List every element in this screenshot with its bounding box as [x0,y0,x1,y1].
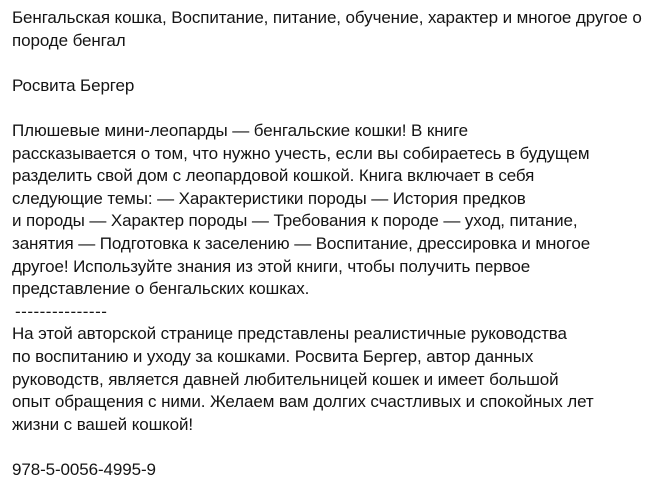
author-note-line: жизни с вашей кошкой! [12,414,194,434]
description-line: занятия — Подготовка к заселению — Воспитание, дрессировка и многое [12,233,591,253]
description-line: другое! Используйте знания из этой книги, чтобы получить первое [12,256,531,276]
description-line: представление о бенгальских кошках. [12,279,310,299]
section-divider: --------------- [15,301,108,321]
description-line: разделить свой дом с леопардовой кошкой. Книга включает в себя [12,166,535,186]
author-note-line: На этой авторской странице представлены реалистичные руководства [12,324,567,344]
book-title: Бенгальская кошка, Воспитание, питание, обучение, характер и многое другое о породе бенгал [12,8,642,50]
author-note-line: по воспитанию и уходу за кошками. Росвита Бергер, автор данных [12,346,534,366]
book-author: Росвита Бергер [12,75,135,95]
isbn: 978-5-0056-4995-9 [12,459,156,479]
description-line: следующие темы: — Характеристики породы — История предков [12,188,526,208]
spacer [12,52,642,75]
spacer [12,97,642,120]
description-line: Плюшевые мини-леопарды — бенгальские кошки! В книге [12,120,469,140]
description-line: и породы — Характер породы — Требования к породе — уход, питание, [12,211,578,231]
author-note-line: опыт обращения с ними. Желаем вам долгих счастливых и спокойных лет [12,392,594,412]
description-line: рассказывается о том, что нужно учесть, если вы собираетесь в будущем [12,143,590,163]
author-note [12,323,642,436]
spacer [12,436,642,459]
author-note-line: руководств, является давней любительницей кошек и имеет большой [12,369,559,389]
book-description-document [12,7,642,481]
book-description [12,120,642,301]
